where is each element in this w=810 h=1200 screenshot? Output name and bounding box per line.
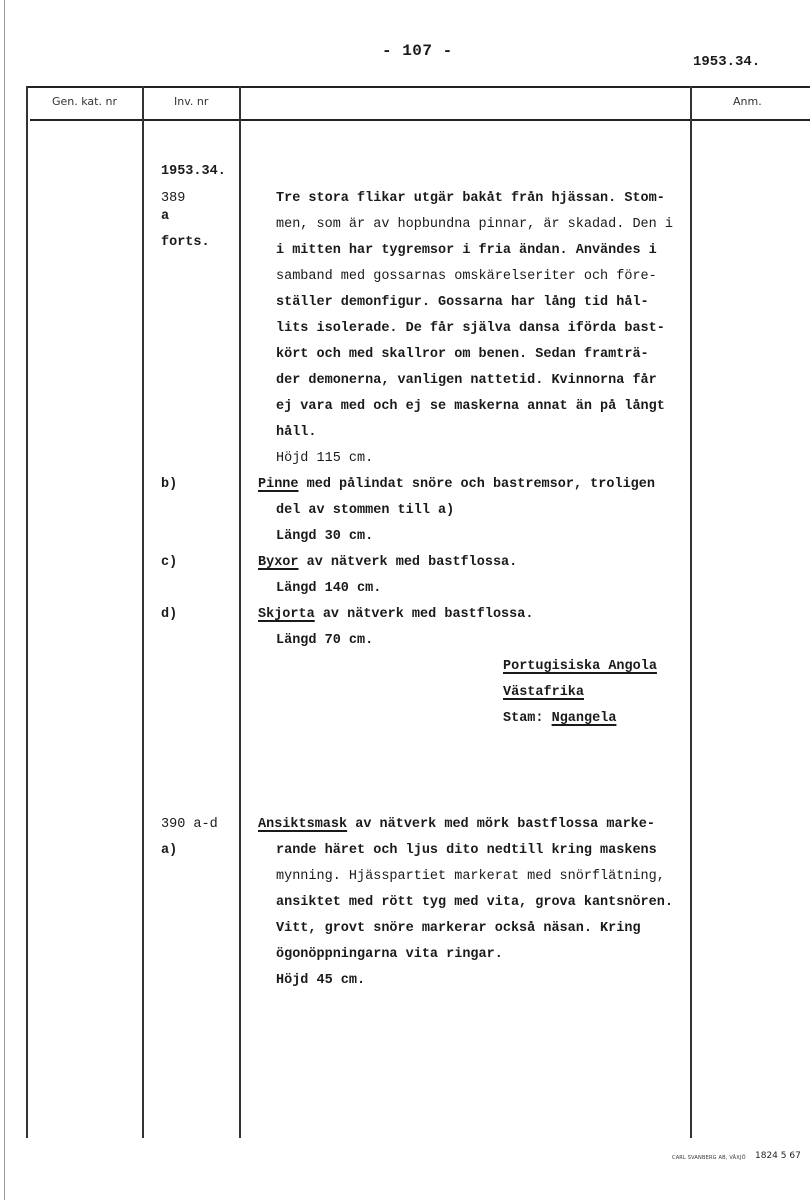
table-top-rule: [28, 86, 810, 88]
desc-line: rande häret och ljus dito nedtill kring maskens: [276, 843, 657, 858]
desc-line: håll.: [276, 425, 317, 440]
origin-region: Portugisiska Angola: [503, 659, 657, 674]
item-label-390a: a): [161, 843, 178, 858]
header-anm: Anm.: [733, 95, 762, 108]
desc-line: Vitt, grovt snöre markerar också näsan. Kring: [276, 921, 641, 936]
desc-line: der demonerna, vanligen nattetid. Kvinnorna får: [276, 373, 657, 388]
item-text: av nätverk med mörk bastflossa marke-: [347, 817, 655, 832]
item-label-b: b): [161, 477, 178, 492]
desc-line: ansiktet med rött tyg med vita, grova kantsnören.: [276, 895, 673, 910]
item-term: Skjorta: [258, 607, 315, 622]
measurement: Höjd 115 cm.: [276, 451, 374, 466]
item-label-d: d): [161, 607, 178, 622]
header-gen-kat-nr: Gen. kat. nr: [52, 95, 117, 108]
desc-line: ej vara med och ej se maskerna annat än på långt: [276, 399, 665, 414]
item-text: av nätverk med bastflossa.: [298, 555, 518, 570]
desc-line: i mitten har tygremsor i fria ändan. Användes i: [276, 243, 657, 258]
measurement: Längd 30 cm.: [276, 529, 374, 544]
desc-line: men, som är av hopbundna pinnar, är skadad. Den i: [276, 217, 673, 232]
inv-number-389: 389: [161, 191, 186, 206]
desc-line: lits isolerade. De får själva dansa iförda bast-: [276, 321, 665, 336]
entry-390a-line1: [258, 812, 655, 838]
desc-line: mynning. Hjässpartiet markerat med snörflätning,: [276, 869, 665, 884]
measurement: Längd 140 cm.: [276, 581, 382, 596]
table-header-rule: [30, 119, 810, 121]
item-text: med pålindat snöre och bastremsor, troligen: [298, 477, 655, 492]
column-divider-left: [26, 86, 28, 1138]
printer-imprint: CARL SVANBERG AB, VÄXJÖ: [672, 1155, 746, 1161]
entry-389b-line1: [258, 472, 655, 498]
measurement: Höjd 45 cm.: [276, 973, 366, 988]
item-text: av nätverk med bastflossa.: [314, 607, 534, 622]
origin-tribe: [503, 706, 616, 732]
inv-number-390: 390 a-d: [161, 817, 218, 832]
item-term: Byxor: [258, 555, 299, 570]
catalog-reference: 1953.34.: [693, 54, 761, 70]
column-divider-anm: [690, 86, 692, 1138]
item-term: Pinne: [258, 477, 299, 492]
desc-line: ställer demonfigur. Gossarna har lång tid hål-: [276, 295, 649, 310]
inv-sub-a: a: [161, 209, 170, 224]
form-code: 1824 5 67: [755, 1151, 801, 1161]
entry-389c-line1: [258, 550, 517, 576]
header-inv-nr: Inv. nr: [174, 95, 209, 108]
item-term: Ansiktsmask: [258, 817, 348, 832]
inv-year: 1953.34.: [161, 164, 226, 179]
desc-line: kört och med skallror om benen. Sedan framträ-: [276, 347, 649, 362]
inv-continued: forts.: [161, 235, 210, 250]
desc-line: del av stommen till a): [276, 503, 455, 518]
item-label-c: c): [161, 555, 178, 570]
measurement: Längd 70 cm.: [276, 633, 374, 648]
entry-389d-line1: [258, 602, 533, 628]
page-edge-line: [4, 0, 5, 1200]
page-number: - 107 -: [382, 42, 453, 60]
desc-line: samband med gossarnas omskärelseriter och före-: [276, 269, 657, 284]
tribe-name: Ngangela: [551, 711, 617, 726]
column-divider-inv: [142, 86, 144, 1138]
origin-continent: Västafrika: [503, 685, 585, 700]
column-divider-desc: [239, 86, 241, 1138]
tribe-label: Stam:: [503, 711, 552, 726]
desc-line: ögonöppningarna vita ringar.: [276, 947, 503, 962]
desc-line: Tre stora flikar utgär bakåt från hjässan. Stom-: [276, 191, 665, 206]
